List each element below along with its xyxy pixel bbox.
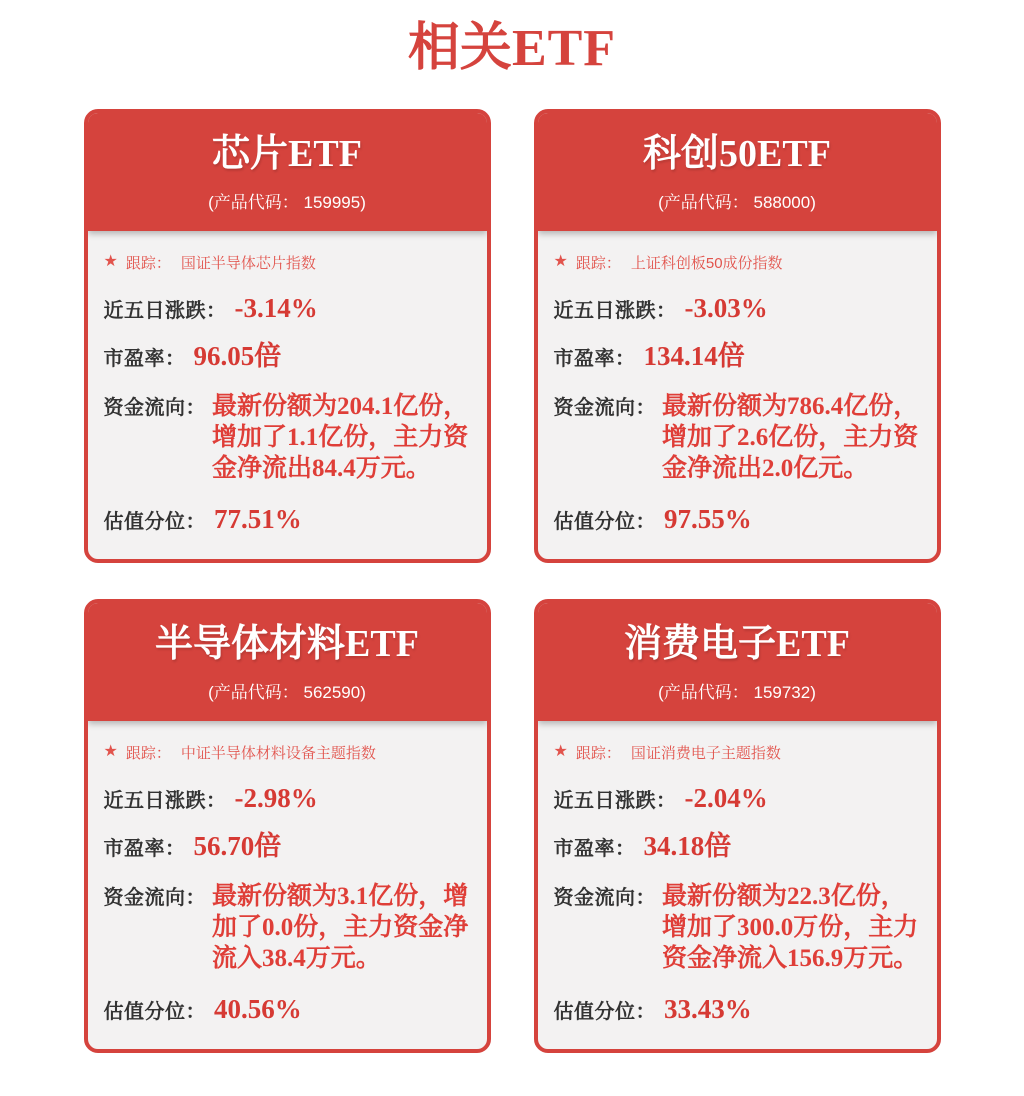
pe-label: 市盈率： — [553, 348, 636, 371]
tracking-label: 跟踪： — [575, 744, 621, 762]
page-title-cn: 相关 — [407, 19, 512, 77]
tracking-row — [104, 252, 469, 273]
etf-title-cn: 消费电子 — [624, 623, 777, 665]
valuation-label: 估值分位： — [103, 511, 206, 534]
pe-row — [554, 342, 919, 372]
valuation-row — [104, 995, 469, 1025]
tracking-row — [554, 742, 919, 763]
etf-title-en: ETF — [288, 133, 362, 175]
pe-row — [104, 832, 469, 862]
change-value: -2.04% — [684, 782, 768, 813]
tracking-label: 跟踪： — [575, 254, 621, 272]
tracking-label: 跟踪： — [125, 254, 171, 272]
change-label: 近五日涨跌： — [553, 789, 677, 812]
card-header — [88, 113, 487, 231]
pe-value: 134.14倍 — [643, 341, 745, 372]
valuation-label: 估值分位： — [553, 511, 656, 534]
etf-card-grid — [84, 109, 941, 1053]
etf-card-consumer-electronics — [534, 599, 941, 1053]
card-body — [538, 231, 937, 535]
page-title-en: ETF — [511, 20, 617, 77]
flow-label: 资金流向： — [553, 887, 656, 910]
change-label: 近五日涨跌： — [553, 299, 677, 322]
flow-label: 资金流向： — [553, 397, 656, 420]
tracking-row — [554, 252, 919, 273]
valuation-row — [104, 505, 469, 535]
valuation-row — [554, 505, 919, 535]
etf-card-semiconductor-materials — [84, 599, 491, 1053]
etf-title-cn: 科创 — [643, 133, 720, 175]
flow-value: 最新份额为3.1亿份，增加了0.0份，主力资金净流入38.4万元。 — [212, 883, 469, 973]
etf-title — [538, 623, 937, 667]
change-label: 近五日涨跌： — [103, 789, 227, 812]
tracking-label: 跟踪： — [125, 744, 171, 762]
flow-value: 最新份额为22.3亿份，增加了300.0万份，主力资金净流入156.9万元。 — [662, 883, 919, 973]
etf-title — [538, 133, 937, 177]
card-body — [88, 231, 487, 535]
product-code: (产品代码： 159732) — [658, 682, 816, 702]
tracking-index: 上证科创板50成份指数 — [630, 254, 783, 272]
change-value: -3.14% — [234, 292, 318, 323]
product-code: (产品代码： 159995) — [208, 192, 366, 212]
card-body — [88, 721, 487, 1025]
change-value: -2.98% — [234, 782, 318, 813]
flow-row — [554, 881, 919, 974]
valuation-value: 33.43% — [664, 994, 752, 1025]
etf-card-chip — [84, 109, 491, 563]
valuation-value: 97.55% — [664, 504, 752, 535]
valuation-value: 40.56% — [214, 994, 302, 1025]
etf-title-en: 50ETF — [719, 133, 831, 175]
flow-value: 最新份额为204.1亿份，增加了1.1亿份，主力资金净流出84.4万元。 — [212, 393, 469, 483]
etf-card-star50 — [534, 109, 941, 563]
flow-row — [104, 881, 469, 974]
valuation-label: 估值分位： — [553, 1001, 656, 1024]
pe-row — [554, 832, 919, 862]
card-body — [538, 721, 937, 1025]
change-row — [104, 784, 469, 814]
change-row — [104, 294, 469, 324]
valuation-value: 77.51% — [214, 504, 302, 535]
change-value: -3.03% — [684, 292, 768, 323]
card-header — [538, 603, 937, 721]
etf-title — [88, 623, 487, 667]
valuation-row — [554, 995, 919, 1025]
etf-title-en: ETF — [776, 623, 850, 665]
change-row — [554, 784, 919, 814]
pe-value: 56.70倍 — [193, 831, 282, 862]
etf-title-cn: 半导体材料 — [155, 623, 346, 665]
tracking-index: 国证半导体芯片指数 — [180, 254, 316, 272]
flow-label: 资金流向： — [103, 397, 206, 420]
pe-label: 市盈率： — [103, 348, 186, 371]
flow-value: 最新份额为786.4亿份，增加了2.6亿份，主力资金净流出2.0亿元。 — [662, 393, 919, 483]
pe-value: 34.18倍 — [643, 831, 732, 862]
flow-label: 资金流向： — [103, 887, 206, 910]
change-row — [554, 294, 919, 324]
flow-row — [104, 391, 469, 484]
pe-row — [104, 342, 469, 372]
product-code: (产品代码： 588000) — [658, 192, 816, 212]
valuation-label: 估值分位： — [103, 1001, 206, 1024]
product-code: (产品代码： 562590) — [208, 682, 366, 702]
pe-value: 96.05倍 — [193, 341, 282, 372]
pe-label: 市盈率： — [103, 838, 186, 861]
pe-label: 市盈率： — [553, 838, 636, 861]
star-icon: ★ — [103, 743, 118, 761]
etf-title-cn: 芯片 — [212, 133, 289, 175]
star-icon: ★ — [103, 253, 118, 271]
etf-title — [88, 133, 487, 177]
etf-title-en: ETF — [345, 623, 419, 665]
star-icon: ★ — [553, 743, 568, 761]
flow-row — [554, 391, 919, 484]
card-header — [538, 113, 937, 231]
change-label: 近五日涨跌： — [103, 299, 227, 322]
page-title — [0, 16, 1024, 81]
tracking-index: 国证消费电子主题指数 — [630, 744, 781, 762]
tracking-index: 中证半导体材料设备主题指数 — [180, 744, 376, 762]
tracking-row — [104, 742, 469, 763]
star-icon: ★ — [553, 253, 568, 271]
card-header — [88, 603, 487, 721]
